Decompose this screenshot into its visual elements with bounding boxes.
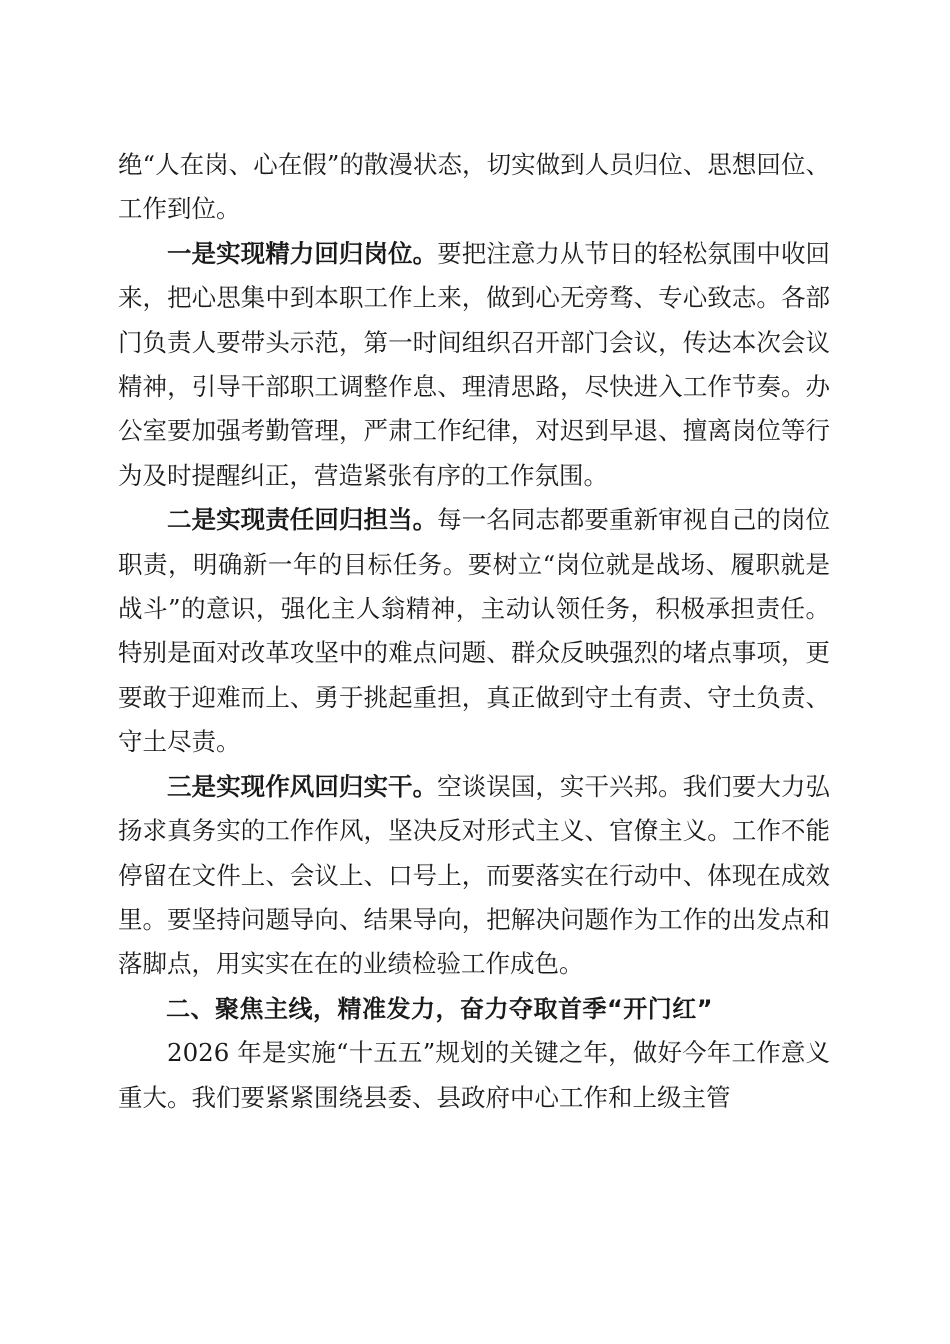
paragraph-responsibility bbox=[118, 498, 830, 764]
paragraph-work-style bbox=[118, 765, 830, 987]
paragraph-continuation bbox=[118, 143, 830, 232]
paragraph-text: 绝“人在岗、心在假”的散漫状态，切实做到人员归位、思想回位、工作到位。 bbox=[118, 150, 830, 224]
paragraph-text: 空谈误国，实干兴邦。我们要大力弘扬求真务实的工作作风，坚决反对形式主义、官僚主义。工作不能停留在文件上、会议上、口号上，而要落实在行动中、体现在成效里。要坚持问题导向、结果导向，把解决问题作为工作的出发点和落脚点，用实实在在的业绩检验工作成色。 bbox=[118, 771, 831, 979]
section-heading: 二、聚焦主线，精准发力，奋力夺取首季“开门红” bbox=[166, 994, 714, 1023]
paragraph-text: 要把注意力从节日的轻松氛围中收回来，把心思集中到本职工作上来，做到心无旁骛、专心致志。各部门负责人要带头示范，第一时间组织召开部门会议，传达本次会议精神，引导干部职工调整作息、理清思路，尽快进入工作节奏。办公室要加强考勤管理，严肃工作纪律，对迟到早退、擅离岗位等行为及时提醒纠正，营造紧张有序的工作氛围。 bbox=[118, 238, 831, 490]
paragraph-lead: 二是实现责任回归担当。 bbox=[167, 505, 438, 535]
paragraph-text: 2026 年是实施“十五五”规划的关键之年，做好今年工作意义重大。我们要紧紧围绕县委、县政府中心工作和上级主管 bbox=[118, 1038, 830, 1112]
paragraph-energy bbox=[118, 232, 830, 498]
paragraph-closing bbox=[118, 1031, 830, 1120]
document-page bbox=[118, 143, 830, 1120]
paragraph-lead: 一是实现精力回归岗位。 bbox=[167, 238, 438, 268]
paragraph-text: 每一名同志都要重新审视自己的岗位职责，明确新一年的目标任务。要树立“岗位就是战场、履职就是战斗”的意识，强化主人翁精神，主动认领任务，积极承担责任。特别是面对改革攻坚中的难点问题、群众反映强烈的堵点事项，更要敢于迎难而上、勇于挑起重担，真正做到守土有责、守土负责、守土尽责。 bbox=[118, 505, 831, 757]
paragraph-lead: 三是实现作风回归实干。 bbox=[167, 771, 438, 801]
